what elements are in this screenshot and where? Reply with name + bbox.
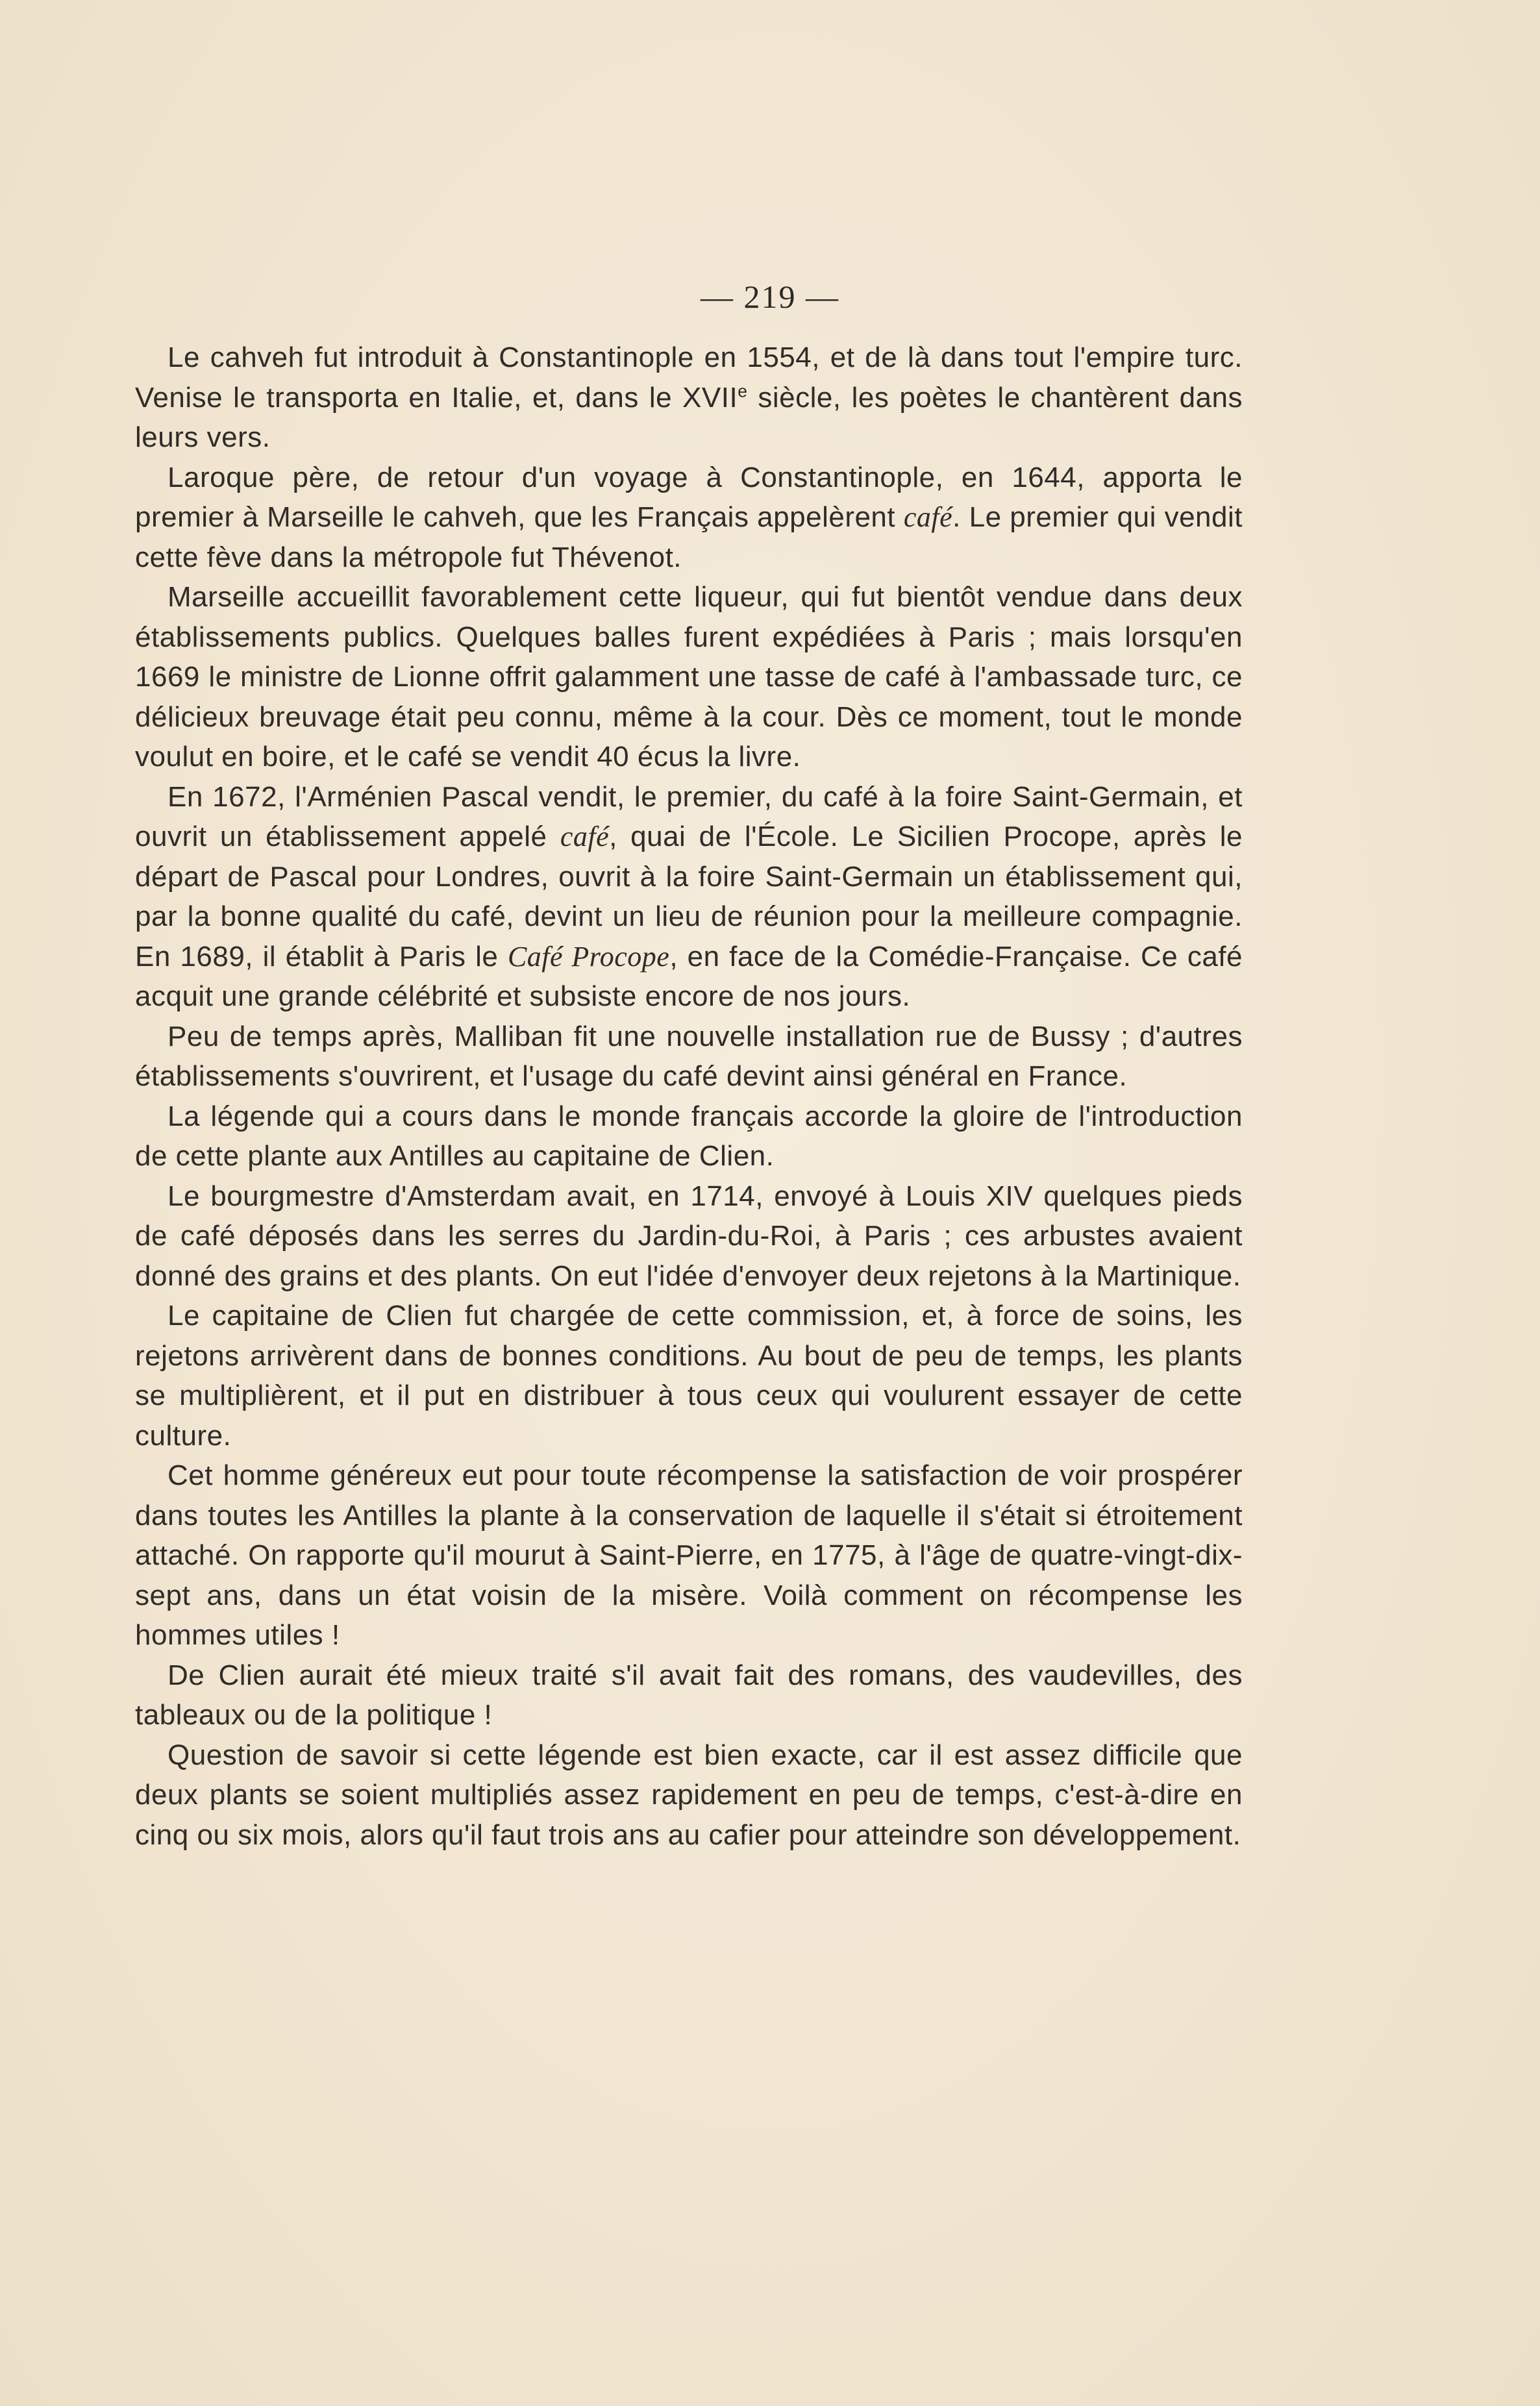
- paragraph: [135, 338, 1243, 458]
- text-run: Le capitaine de Clien fut chargée de cette commission, et, à force de soins, les rejetons arrivèrent dans de bonnes conditions. Au bout de peu de temps, les plants se multiplièrent, et il put en distribuer à tous ceux qui voulurent essayer de cette culture.: [135, 1300, 1243, 1452]
- paragraph: [135, 1017, 1243, 1097]
- text-run: La légende qui a cours dans le monde français accorde la gloire de l'introduction de cette plante aux Antilles au capitaine de Clien.: [135, 1100, 1243, 1172]
- italic-text: Café Procope: [507, 940, 670, 973]
- text-run: Question de savoir si cette légende est bien exacte, car il est assez difficile que deux plants se soient multipliés assez rapidement en peu de temps, c'est-à-dire en cinq ou six mois, alors qu'il faut trois ans au cafier pour atteindre son développement.: [135, 1739, 1243, 1851]
- text-run: Le cahveh fut introduit à Constantinople en 1554, et de là dans tout l'empire turc. Venise le transporta en Italie, et, dans le XVII: [135, 341, 1243, 414]
- text-run: Peu de temps après, Malliban fit une nouvelle installation rue de Bussy ; d'autres établissements s'ouvrirent, et l'usage du café devint ainsi général en France.: [135, 1020, 1243, 1092]
- paragraph: [135, 577, 1243, 777]
- paragraph: [135, 1456, 1243, 1656]
- paragraph: [135, 1735, 1243, 1855]
- paragraph: [135, 1656, 1243, 1735]
- page-number: — 219 —: [701, 279, 839, 315]
- superscript: e: [738, 380, 748, 401]
- text-run: Marseille accueillit favorablement cette liqueur, qui fut bientôt vendue dans deux établissements publics. Quelques balles furent expédiées à Paris ; mais lorsqu'en 1669 le ministre de Lionne offrit galamment une tasse de café à l'ambassade turc, ce délicieux breuvage était peu connu, même à la cour. Dès ce moment, tout le monde voulut en boire, et le café se vendit 40 écus la livre.: [135, 581, 1243, 773]
- text-run: , en face de la Comédie-Française. Ce café acquit une grande célébrité et subsiste encore de nos jours.: [135, 940, 1243, 1012]
- text-run: Cet homme généreux eut pour toute récompense la satisfaction de voir prospérer dans toutes les Antilles la plante à la conservation de laquelle il s'était si étroitement attaché. On rapporte qu'il mourut à Saint-Pierre, en 1775, à l'âge de quatre-vingt-dix-sept ans, dans un état voisin de la misère. Voilà comment on récompense les hommes utiles !: [135, 1459, 1243, 1651]
- paragraph: [135, 1176, 1243, 1296]
- text-run: . Le premier qui vendit cette fève dans la métropole fut Thévenot.: [135, 501, 1243, 573]
- italic-text: café: [903, 501, 953, 533]
- paragraph: [135, 1097, 1243, 1176]
- paragraph: [135, 458, 1243, 578]
- text-run: Laroque père, de retour d'un voyage à Constantinople, en 1644, apporta le premier à Marseille le cahveh, que les Français appelèrent: [135, 461, 1243, 533]
- body-text: [135, 338, 1243, 1855]
- paragraph: [135, 777, 1243, 1017]
- text-run: De Clien aurait été mieux traité s'il avait fait des romans, des vaudevilles, des tableaux ou de la politique !: [135, 1659, 1243, 1731]
- italic-text: café: [560, 821, 610, 852]
- paragraph: [135, 1296, 1243, 1456]
- text-run: Le bourgmestre d'Amsterdam avait, en 1714, envoyé à Louis XIV quelques pieds de café déposés dans les serres du Jardin-du-Roi, à Paris ; ces arbustes avaient donné des grains et des plants. On eut l'idée d'envoyer deux rejetons à la Martinique.: [135, 1180, 1243, 1292]
- text-run: , quai de l'École. Le Sicilien Procope, après le départ de Pascal pour Londres, ouvrit à la foire Saint-Germain un établissement qui, par la bonne qualité du café, devint un lieu de réunion pour la meilleure compagnie. En 1689, il établit à Paris le: [135, 821, 1243, 973]
- text-run: En 1672, l'Arménien Pascal vendit, le premier, du café à la foire Saint-Germain, et ouvrit un établissement appelé: [135, 780, 1243, 852]
- text-run: siècle, les poètes le chantèrent dans leurs vers.: [135, 381, 1243, 453]
